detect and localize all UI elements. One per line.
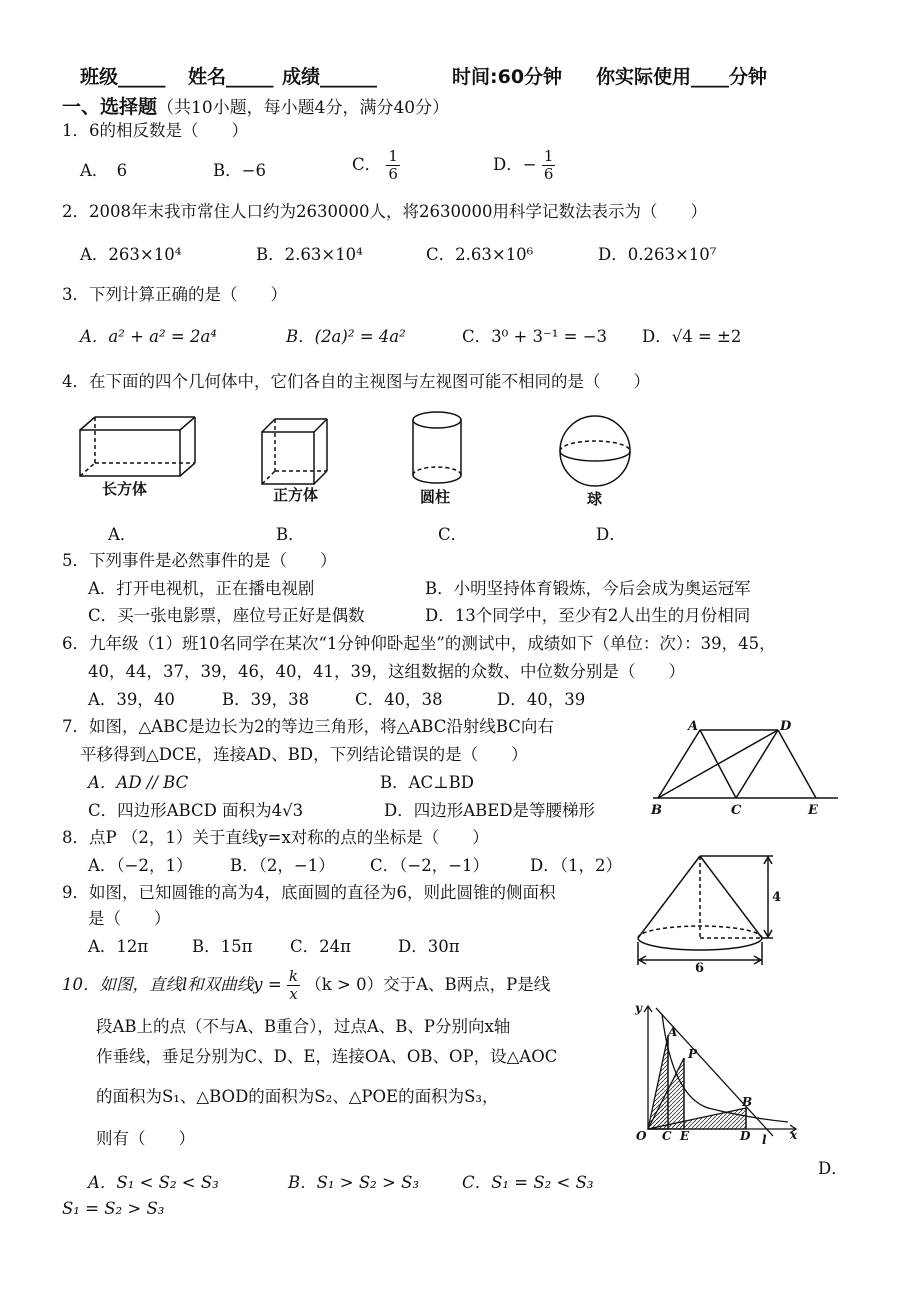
q4-option-a: A． <box>108 525 137 544</box>
denominator: 6 <box>543 165 554 183</box>
q10-option-a: A．S₁ < S₂ < S₃ <box>88 1173 219 1192</box>
fig7-label-a: A <box>688 719 699 734</box>
fig10-label-o: O <box>636 1129 647 1143</box>
q3-option-c: C．3⁰ + 3⁻¹ = −3 <box>462 327 608 346</box>
numerator: 1 <box>388 147 398 165</box>
fig10-label-x: x <box>790 1128 798 1142</box>
fig10-label-a: A <box>668 1025 678 1039</box>
q10-hyperbola-fraction <box>287 968 300 1003</box>
q9-option-b: B．15π <box>192 937 253 956</box>
q6-line1: 6．九年级（1）班10名同学在某次“1分钟仰卧起坐”的测试中，成绩如下（单位：次）：39，45， <box>62 634 776 653</box>
fig10-label-e: E <box>680 1129 690 1143</box>
fig10-label-y: y <box>635 1001 642 1015</box>
q4-option-b: B． <box>276 525 305 544</box>
q10-line4: 的面积为S₁、△BOD的面积为S₂、△POE的面积为S₃， <box>96 1087 499 1106</box>
q8-stem: 8．点P （2，1）关于直线y=x对称的点的坐标是（ ） <box>62 828 489 847</box>
cylinder-shape <box>413 412 461 483</box>
q2-option-c: C．2.63×10⁶ <box>426 245 534 264</box>
class-field: 班级_____ <box>80 66 166 88</box>
q2-option-a: A．263×10⁴ <box>80 245 182 264</box>
q7-trapezoid-figure <box>648 716 848 818</box>
q4-solids-figure <box>70 405 670 515</box>
q4-option-c: C． <box>438 525 468 544</box>
name-field: 姓名_____ <box>188 66 274 88</box>
q7-option-a: A．AD // BC <box>88 773 189 792</box>
q4-option-d: D． <box>596 525 626 544</box>
section-heading: 一、选择题 <box>62 96 158 118</box>
cone-diameter-label: 6 <box>695 961 705 975</box>
q9-option-d: D．30π <box>398 937 460 956</box>
sphere-label: 球 <box>587 490 603 508</box>
q10-option-c: C．S₁ = S₂ < S₃ <box>462 1173 594 1192</box>
q5-option-b: B．小明坚持体育锻炼，今后会成为奥运冠军 <box>425 579 751 598</box>
q2-stem: 2．2008年末我市常住人口约为2630000人，将2630000用科学记数法表示为（ ） <box>62 202 707 221</box>
numerator: k <box>288 967 299 985</box>
section-title <box>62 92 449 119</box>
numerator: 1 <box>543 147 554 165</box>
fig10-label-l: l <box>762 1133 767 1146</box>
q10-line5: 则有（ ） <box>96 1129 195 1148</box>
q7-line1: 7．如图，△ABC是边长为2的等边三角形，将△ABC沿射线BC向右 <box>62 717 554 736</box>
q1-stem: 1．6的相反数是（ ） <box>62 121 248 140</box>
q8-option-c: C．（−2，−1） <box>370 856 490 875</box>
q2-option-b: B．2.63×10⁴ <box>256 245 363 264</box>
q1-option-d <box>493 148 555 183</box>
q9-line2: 是（ ） <box>88 909 171 928</box>
q1-option-d-prefix: D．− <box>493 155 537 174</box>
q10-option-d: S₁ = S₂ > S₃ <box>62 1199 165 1218</box>
q7-option-d: D．四边形ABED是等腰梯形 <box>384 801 596 820</box>
q1-fraction-c <box>386 148 400 183</box>
q6-option-d: D．40，39 <box>497 690 586 709</box>
fig10-label-d: D <box>740 1129 751 1143</box>
q1-option-c <box>352 148 400 183</box>
q5-option-a: A．打开电视机，正在播电视剧 <box>88 579 315 598</box>
cube-shape <box>262 419 327 484</box>
cone-height-label: 4 <box>772 890 782 905</box>
q3-option-b: B．(2a)² = 4a² <box>286 327 406 346</box>
q6-option-a: A．39，40 <box>88 690 175 709</box>
q6-line2: 40，44，37，39，46，40，41，39，这组数据的众数、中位数分别是（ ） <box>88 662 685 681</box>
q10-hyperbola-figure <box>628 996 808 1146</box>
q5-option-d: D．13个同学中，至少有2人出生的月份相同 <box>425 606 751 625</box>
q10-option-d-prefix: D． <box>818 1159 848 1178</box>
q3-stem: 3．下列计算正确的是（ ） <box>62 285 287 304</box>
q8-option-b: B．（2，−1） <box>230 856 335 875</box>
q9-option-c: C．24π <box>290 937 351 956</box>
q8-option-d: D．（1，2） <box>530 856 622 875</box>
fig7-label-e: E <box>808 803 818 818</box>
q2-option-d: D．0.263×10⁷ <box>598 245 717 264</box>
q4-stem: 4．在下面的四个几何体中，它们各自的主视图与左视图可能不相同的是（ ） <box>62 372 650 391</box>
time-limit: 时间:60分钟 <box>452 66 563 88</box>
q9-cone-figure <box>628 850 788 975</box>
q9-option-a: A．12π <box>88 937 149 956</box>
q7-line2: 平移得到△DCE，连接AD、BD，下列结论错误的是（ ） <box>80 745 528 764</box>
q10-option-b: B．S₁ > S₂ > S₃ <box>288 1173 420 1192</box>
q10-line2: 段AB上的点（不与A、B重合），过点A、B、P分别向x轴 <box>96 1017 511 1036</box>
fig10-label-p: P <box>688 1047 698 1061</box>
q8-option-a: A．（−2，1） <box>88 856 193 875</box>
q1-option-a: A． 6 <box>80 161 128 180</box>
fig10-label-c: C <box>662 1129 672 1143</box>
time-used-field: 你实际使用____分钟 <box>596 66 768 88</box>
q5-stem: 5．下列事件是必然事件的是（ ） <box>62 551 337 570</box>
denominator: 6 <box>388 165 398 183</box>
q1-fraction-d <box>542 148 556 183</box>
fig10-label-b: B <box>742 1095 753 1109</box>
score-field: 成绩______ <box>282 66 378 88</box>
q3-option-d: D．√4 = ±2 <box>642 327 742 346</box>
q7-option-b: B．AC⊥BD <box>380 773 475 792</box>
q6-option-c: C．40，38 <box>355 690 443 709</box>
q10-line1 <box>62 968 550 1003</box>
q10-line3: 作垂线，垂足分别为C、D、E，连接OA、OB、OP，设△AOC <box>96 1047 558 1066</box>
q10-line1-end: （k > 0）交于A、B两点，P是线 <box>305 975 551 994</box>
cube-label: 正方体 <box>273 486 319 504</box>
q7-option-c: C．四边形ABCD 面积为4√3 <box>88 801 304 820</box>
fig7-label-c: C <box>731 803 742 818</box>
fig7-label-b: B <box>651 803 662 818</box>
sphere-shape <box>560 416 630 486</box>
section-note: （共10小题，每小题4分，满分40分） <box>157 98 450 118</box>
cuboid-shape <box>80 417 195 476</box>
q5-option-c: C．买一张电影票，座位号正好是偶数 <box>88 606 365 625</box>
cuboid-label: 长方体 <box>102 480 148 498</box>
q6-option-b: B．39，38 <box>222 690 310 709</box>
q3-option-a: A．a² + a² = 2a⁴ <box>80 327 217 346</box>
cylinder-label: 圆柱 <box>420 488 451 506</box>
q10-line1-start: 10．如图，直线l和双曲线y = <box>62 975 282 994</box>
q1-option-c-prefix: C． <box>352 155 382 174</box>
fig7-label-d: D <box>780 719 792 734</box>
q9-line1: 9．如图，已知圆锥的高为4，底面圆的直径为6，则此圆锥的侧面积 <box>62 883 556 902</box>
denominator: x <box>289 985 298 1003</box>
q1-option-b: B．−6 <box>213 161 266 180</box>
